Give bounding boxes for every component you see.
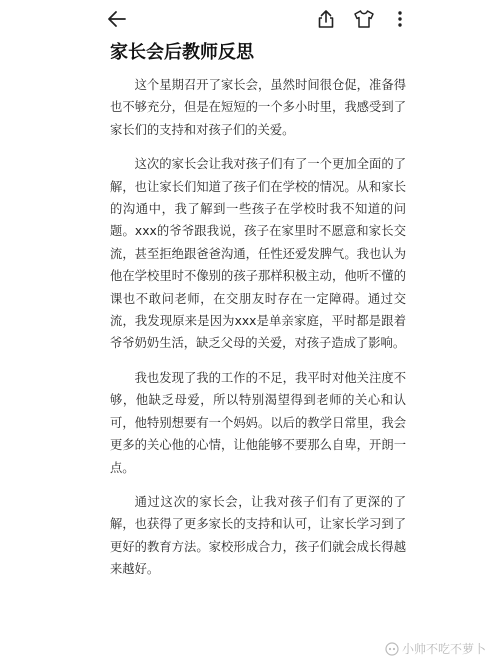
top-toolbar bbox=[0, 0, 500, 40]
article-title: 家长会后教师反思 bbox=[110, 42, 254, 63]
article-paragraph: 我也发现了我的工作的不足，我平时对他关注度不够，他缺乏母爱，所以特别渴望得到老师的关心和认可，他特别想要有一个妈妈。以后的教学日常里，我会更多的关心他的心情，让他能够不要那么自卑，开朗一点。 bbox=[110, 370, 406, 475]
share-icon[interactable] bbox=[315, 8, 337, 30]
tshirt-icon[interactable] bbox=[352, 8, 376, 30]
article-paragraph: 通过这次的家长会，让我对孩子们有了更深的了解，也获得了更多家长的支持和认可，让家长学习到了更好的教育方法。家校形成合力，孩子们就会成长得越来越好。 bbox=[110, 494, 406, 577]
watermark-text: 小帅不吃不萝卜 bbox=[401, 642, 486, 656]
article-paragraph: 这次的家长会让我对孩子们有了一个更加全面的了解，也让家长们知道了孩子们在学校的情况。从和家长的沟通中，我了解到一些孩子在学校时我不知道的问题。xxx的爷爷跟我说，孩子在家里时不愿意和家长交流，甚至拒绝跟爸爸沟通，任性还爱发脾气。我也认为他在学校里时不像别的孩子那样积极主动，他听不懂的课也不敢问老师，在交朋友时存在一定障碍。通过交流，我发现原来是因为xxx是单亲家庭，平时都是跟着爷爷奶奶生活，缺乏父母的关爱，对孩子造成了影响。 bbox=[110, 157, 406, 351]
xiaohongshu-logo-icon bbox=[385, 642, 399, 656]
article-paragraph: 这个星期召开了家长会，虽然时间很仓促，准备得也不够充分，但是在短短的一个多小时里，我感受到了家长们的支持和对孩子们的关爱。 bbox=[110, 78, 406, 137]
watermark bbox=[385, 640, 486, 657]
article-body bbox=[110, 74, 406, 593]
arrow-left-icon[interactable] bbox=[106, 8, 128, 30]
more-vertical-icon[interactable] bbox=[390, 8, 410, 30]
